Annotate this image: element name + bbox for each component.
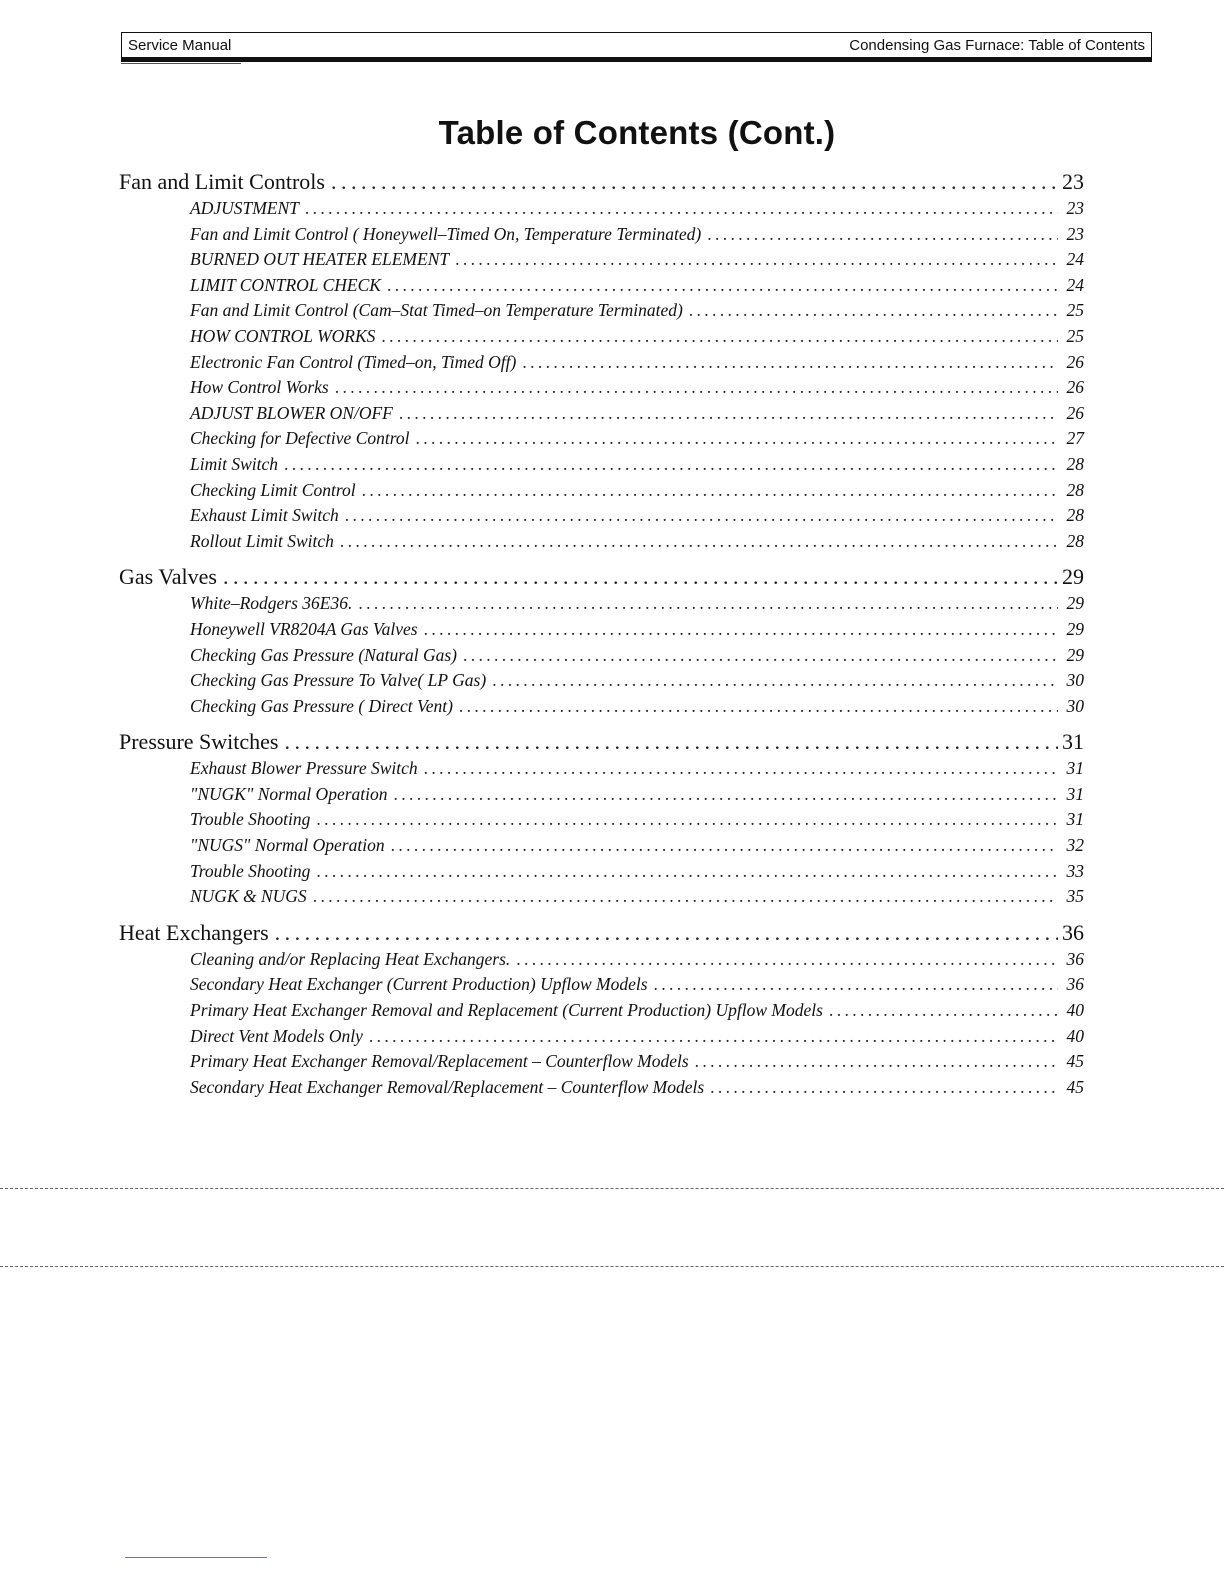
- dot-leader: [707, 222, 1058, 248]
- toc-entry[interactable]: [119, 375, 1084, 401]
- toc-entry-label: Checking Gas Pressure ( Direct Vent): [190, 695, 453, 716]
- toc-entry-label: How Control Works: [190, 377, 329, 398]
- toc-entry[interactable]: [119, 401, 1084, 427]
- toc-entry-page-number: 29: [1066, 593, 1084, 614]
- toc-entry-page-number: 31: [1066, 809, 1084, 830]
- toc-entry-label: ADJUSTMENT: [190, 198, 299, 218]
- table-of-contents: [119, 168, 1084, 1109]
- toc-entry-page-number: 23: [1066, 223, 1084, 244]
- toc-entry[interactable]: [119, 859, 1084, 885]
- toc-entry-page-number: 28: [1066, 453, 1084, 474]
- dot-leader: [394, 782, 1059, 808]
- dot-leader: [275, 919, 1058, 947]
- toc-entry-label: Direct Vent Models Only: [190, 1025, 363, 1046]
- toc-entry-page-number: 29: [1066, 644, 1084, 665]
- toc-entry-page-number: 32: [1066, 835, 1084, 856]
- toc-entry-page-number: 31: [1066, 758, 1084, 779]
- toc-entry-label: Checking Limit Control: [190, 479, 356, 500]
- toc-entry[interactable]: [119, 1049, 1084, 1075]
- toc-entry-label: Checking for Defective Control: [190, 428, 410, 449]
- dot-leader: [459, 694, 1058, 720]
- page-title: Table of Contents (Cont.): [438, 114, 836, 151]
- dot-leader: [689, 298, 1058, 324]
- toc-entry-page-number: 45: [1066, 1051, 1084, 1072]
- dot-leader: [223, 563, 1058, 591]
- toc-entry-page-number: 45: [1066, 1076, 1084, 1097]
- toc-entry-page-number: 30: [1066, 670, 1084, 691]
- toc-section: [119, 728, 1084, 910]
- dot-leader: [455, 247, 1058, 273]
- toc-entry-page-number: 24: [1066, 249, 1084, 270]
- toc-entry-label: Trouble Shooting: [190, 860, 311, 881]
- toc-entry-label: Trouble Shooting: [190, 809, 311, 830]
- dot-leader: [316, 859, 1058, 885]
- dot-leader: [391, 833, 1058, 859]
- toc-entry-label: Secondary Heat Exchanger Removal/Replacement – Counterflow Models: [190, 1076, 705, 1097]
- toc-section-heading-label: Heat Exchangers: [119, 919, 269, 945]
- toc-entry[interactable]: [119, 350, 1084, 376]
- dot-leader: [829, 998, 1058, 1024]
- toc-entry[interactable]: [119, 298, 1084, 324]
- toc-entry[interactable]: [119, 833, 1084, 859]
- toc-entry-page-number: 26: [1066, 377, 1084, 398]
- toc-entry[interactable]: [119, 452, 1084, 478]
- toc-entry-label: Limit Switch: [190, 453, 278, 474]
- toc-entry-page-number: 26: [1066, 351, 1084, 372]
- dot-leader: [340, 529, 1058, 555]
- toc-entry-page-number: 27: [1066, 428, 1084, 449]
- toc-entry-label: Fan and Limit Control ( Honeywell–Timed On, Temperature Terminated): [190, 223, 702, 244]
- toc-entry-page-number: 31: [1066, 783, 1084, 804]
- toc-entry[interactable]: [119, 529, 1084, 555]
- toc-entry-page-number: 28: [1066, 530, 1084, 551]
- toc-entry[interactable]: [119, 273, 1084, 299]
- dot-leader: [284, 728, 1058, 756]
- toc-entry-page-number: 25: [1066, 325, 1084, 346]
- toc-entry-label: LIMIT CONTROL CHECK: [190, 274, 381, 295]
- toc-section-heading-label: Gas Valves: [119, 564, 217, 590]
- toc-entry-page-number: 36: [1066, 974, 1084, 995]
- toc-entry-label: Primary Heat Exchanger Removal/Replacement – Counterflow Models: [190, 1051, 689, 1072]
- scan-artifact-line: [0, 1266, 1224, 1267]
- toc-section: [119, 919, 1084, 1101]
- dot-leader: [305, 196, 1058, 222]
- toc-entry[interactable]: [119, 591, 1084, 617]
- dot-leader: [424, 617, 1058, 643]
- dot-leader: [463, 643, 1058, 669]
- toc-entry-page-number: 30: [1066, 695, 1084, 716]
- dot-leader: [654, 972, 1058, 998]
- dot-leader: [516, 947, 1058, 973]
- toc-entry[interactable]: [119, 247, 1084, 273]
- toc-entry[interactable]: [119, 1024, 1084, 1050]
- toc-entry-page-number: 26: [1066, 402, 1084, 423]
- dot-leader: [335, 375, 1058, 401]
- toc-entry-page-number: 23: [1066, 198, 1084, 218]
- dot-leader: [358, 591, 1058, 617]
- dot-leader: [331, 168, 1058, 196]
- toc-section-heading-page-number: 29: [1062, 564, 1084, 590]
- toc-section-heading-page-number: 23: [1062, 169, 1084, 194]
- toc-entry-label: Primary Heat Exchanger Removal and Replacement (Current Production) Upflow Models: [190, 1000, 823, 1021]
- toc-section-heading-page-number: 31: [1062, 729, 1084, 755]
- toc-entry[interactable]: [119, 617, 1084, 643]
- toc-section-heading[interactable]: [119, 168, 1084, 196]
- toc-entry-label: Exhaust Blower Pressure Switch: [190, 758, 418, 779]
- dot-leader: [362, 478, 1058, 504]
- toc-entry[interactable]: [119, 222, 1084, 248]
- toc-entry[interactable]: [119, 196, 1084, 222]
- toc-entry[interactable]: [119, 807, 1084, 833]
- toc-entry-label: BURNED OUT HEATER ELEMENT: [190, 249, 450, 270]
- header-left-text: Service Manual: [128, 37, 232, 54]
- toc-entry[interactable]: [119, 426, 1084, 452]
- toc-entry-label: "NUGS" Normal Operation: [190, 835, 385, 856]
- page-header: [121, 32, 1152, 57]
- toc-entry[interactable]: [119, 324, 1084, 350]
- toc-entry[interactable]: [119, 782, 1084, 808]
- toc-entry-label: Honeywell VR8204A Gas Valves: [190, 618, 418, 639]
- toc-entry-page-number: 24: [1066, 274, 1084, 295]
- toc-entry-label: NUGK & NUGS: [190, 886, 307, 907]
- toc-entry[interactable]: [119, 972, 1084, 998]
- toc-entry-page-number: 29: [1066, 618, 1084, 639]
- dot-leader: [710, 1075, 1058, 1101]
- header-rule: [121, 57, 1152, 62]
- dot-leader: [399, 401, 1058, 427]
- dot-leader: [313, 884, 1058, 910]
- toc-entry-page-number: 28: [1066, 505, 1084, 526]
- toc-entry-label: Fan and Limit Control (Cam–Stat Timed–on Temperature Terminated): [190, 300, 683, 321]
- toc-section-heading-label: Pressure Switches: [119, 729, 279, 755]
- toc-entry[interactable]: [119, 1075, 1084, 1101]
- toc-section-heading[interactable]: [119, 728, 1084, 756]
- dot-leader: [424, 756, 1058, 782]
- toc-entry-page-number: 40: [1066, 1025, 1084, 1046]
- toc-entry-label: Secondary Heat Exchanger (Current Production) Upflow Models: [190, 974, 648, 995]
- toc-entry-page-number: 33: [1066, 860, 1084, 881]
- toc-section-heading-page-number: 36: [1062, 919, 1084, 945]
- toc-entry-label: HOW CONTROL WORKS: [190, 325, 376, 346]
- scan-artifact-line: [0, 1188, 1224, 1189]
- dot-leader: [381, 324, 1058, 350]
- toc-entry[interactable]: [119, 503, 1084, 529]
- dot-leader: [369, 1024, 1058, 1050]
- toc-entry[interactable]: [119, 756, 1084, 782]
- footer-line: [125, 1557, 267, 1558]
- dot-leader: [345, 503, 1058, 529]
- toc-entry[interactable]: [119, 694, 1084, 720]
- toc-entry-label: Checking Gas Pressure (Natural Gas): [190, 644, 458, 665]
- toc-section-heading[interactable]: [119, 563, 1084, 591]
- dot-leader: [284, 452, 1058, 478]
- toc-entry-label: Rollout Limit Switch: [190, 530, 334, 551]
- toc-entry-label: ADJUST BLOWER ON/OFF: [190, 402, 393, 423]
- toc-entry-label: White–Rodgers 36E36.: [190, 593, 353, 614]
- toc-section: [119, 168, 1084, 554]
- dot-leader: [416, 426, 1058, 452]
- dot-leader: [387, 273, 1058, 299]
- toc-entry-label: Checking Gas Pressure To Valve( LP Gas): [190, 670, 487, 691]
- toc-entry[interactable]: [119, 884, 1084, 910]
- toc-entry-page-number: 28: [1066, 479, 1084, 500]
- toc-entry-label: Exhaust Limit Switch: [190, 505, 339, 526]
- header-rule-thin: [121, 63, 241, 64]
- toc-entry-label: Electronic Fan Control (Timed–on, Timed Off): [190, 351, 517, 372]
- toc-entry[interactable]: [119, 947, 1084, 973]
- dot-leader: [492, 668, 1058, 694]
- toc-entry-page-number: 36: [1066, 948, 1084, 969]
- dot-leader: [316, 807, 1058, 833]
- toc-entry-label: "NUGK" Normal Operation: [190, 783, 388, 804]
- toc-entry-page-number: 40: [1066, 1000, 1084, 1021]
- toc-entry[interactable]: [119, 668, 1084, 694]
- toc-section-heading[interactable]: [119, 919, 1084, 947]
- toc-entry-label: Cleaning and/or Replacing Heat Exchangers.: [190, 948, 511, 969]
- toc-entry-page-number: 35: [1066, 886, 1084, 907]
- dot-leader: [695, 1049, 1058, 1075]
- toc-entry[interactable]: [119, 643, 1084, 669]
- toc-entry-page-number: 25: [1066, 300, 1084, 321]
- header-right-text: Condensing Gas Furnace: Table of Contents: [849, 37, 1145, 54]
- toc-entry[interactable]: [119, 478, 1084, 504]
- toc-section-heading-label: Fan and Limit Controls: [119, 169, 325, 194]
- dot-leader: [522, 350, 1058, 376]
- toc-section: [119, 563, 1084, 719]
- toc-entry[interactable]: [119, 998, 1084, 1024]
